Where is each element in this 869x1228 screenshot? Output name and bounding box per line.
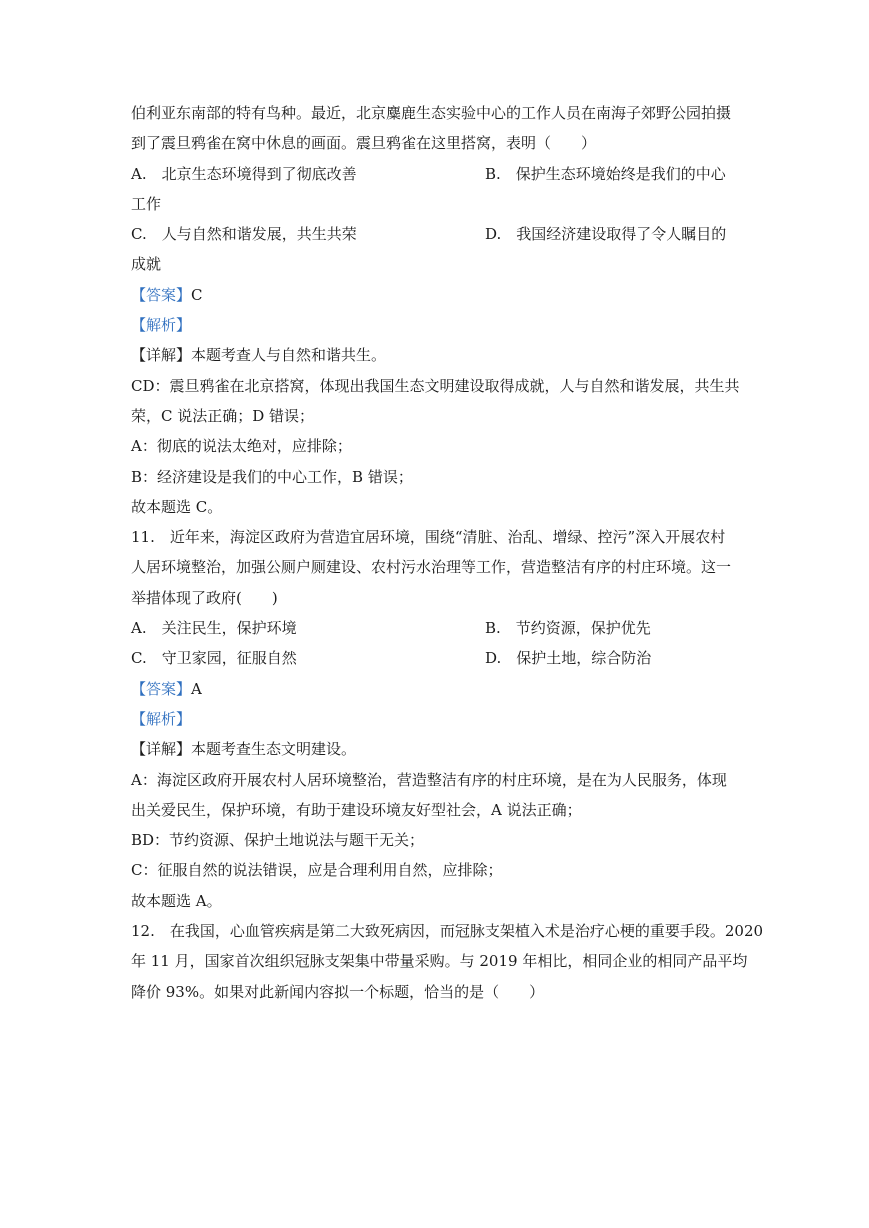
q11-detail-line-2: A：海淀区政府开展农村人居环境整治，营造整洁有序的村庄环境，是在为人民服务，体现 <box>131 770 727 789</box>
q10-option-a: A. 北京生态环境得到了彻底改善 <box>131 164 357 183</box>
q10-option-d-continuation: 成就 <box>131 255 162 274</box>
q11-stem-line-1: 11. 近年来，海淀区政府为营造宜居环境，围绕“清脏、治乱、增绿、控污”深入开展农村 <box>131 528 726 547</box>
q11-detail-line-4: BD：节约资源、保护土地说法与题干无关； <box>131 831 425 850</box>
q10-option-d: D. 我国经济建设取得了令人瞩目的 <box>485 225 727 244</box>
q10-detail-line-2: CD：震旦鸦雀在北京搭窝，体现出我国生态文明建设取得成就，人与自然和谐发展，共生共 <box>131 376 740 395</box>
q10-answer-tag: 【答案】 <box>131 285 192 304</box>
q12-stem-line-1: 12. 在我国，心血管疾病是第二大致死病因，而冠脉支架植入术是治疗心梗的重要手段。2020 <box>131 922 764 941</box>
q12-stem-line-2: 年 11 月，国家首次组织冠脉支架集中带量采购。与 2019 年相比，相同企业的相同产品平均 <box>131 952 748 971</box>
q10-detail-line-6: 故本题选 C。 <box>131 497 223 516</box>
q10-stem-line-2: 到了震旦鸦雀在窝中休息的画面。震旦鸦雀在这里搭窝，表明（ ） <box>131 134 597 153</box>
q11-options-row-2 <box>131 643 743 673</box>
q11-answer-value: A <box>191 679 202 698</box>
q10-options-row-2 <box>131 219 743 249</box>
q11-answer <box>131 674 743 704</box>
q10-detail-line-4: A：彻底的说法太绝对，应排除； <box>131 437 352 456</box>
q10-option-b-continuation: 工作 <box>131 194 162 213</box>
q11-stem-line-2: 人居环境整治，加强公厕户厕建设、农村污水治理等工作，营造整洁有序的村庄环境。这一 <box>131 558 732 577</box>
q11-stem-line-3: 举措体现了政府( ) <box>131 588 278 607</box>
q11-option-b: B. 节约资源，保护优先 <box>485 619 651 638</box>
q10-detail-line-3: 荣，C 说法正确；D 错误； <box>131 406 315 425</box>
q10-option-b: B. 保护生态环境始终是我们的中心 <box>485 164 726 183</box>
q11-detail-line-1: 【详解】本题考查生态文明建设。 <box>131 740 357 759</box>
q10-stem-line-1: 伯利亚东南部的特有鸟种。最近，北京麋鹿生态实验中心的工作人员在南海子郊野公园拍摄 <box>131 104 732 122</box>
q11-options-row-1 <box>131 613 743 643</box>
q10-answer-value: C <box>191 285 203 304</box>
q10-analysis-tag: 【解析】 <box>131 316 192 335</box>
q10-detail-line-1: 【详解】本题考查人与自然和谐共生。 <box>131 346 387 365</box>
q11-detail-line-5: C：征服自然的说法错误，应是合理利用自然，应排除； <box>131 861 503 880</box>
q10-options-row-1 <box>131 159 743 189</box>
q11-analysis-tag: 【解析】 <box>131 709 192 728</box>
q11-option-a: A. 关注民生，保护环境 <box>131 619 297 638</box>
q12-stem-line-3: 降价 93%。如果对此新闻内容拟一个标题，恰当的是（ ） <box>131 982 545 1001</box>
q10-answer <box>131 280 743 310</box>
q11-detail-line-3: 出关爱民生，保护环境，有助于建设环境友好型社会，A 说法正确； <box>131 800 582 819</box>
q11-option-d: D. 保护土地，综合防治 <box>485 649 652 668</box>
q10-option-c: C. 人与自然和谐发展，共生共荣 <box>131 225 357 244</box>
q11-answer-tag: 【答案】 <box>131 679 192 698</box>
q11-detail-line-6: 故本题选 A。 <box>131 891 222 910</box>
q11-option-c: C. 守卫家园，征服自然 <box>131 649 297 668</box>
document-page <box>131 98 764 1007</box>
q10-detail-line-5: B：经济建设是我们的中心工作，B 错误； <box>131 467 413 486</box>
